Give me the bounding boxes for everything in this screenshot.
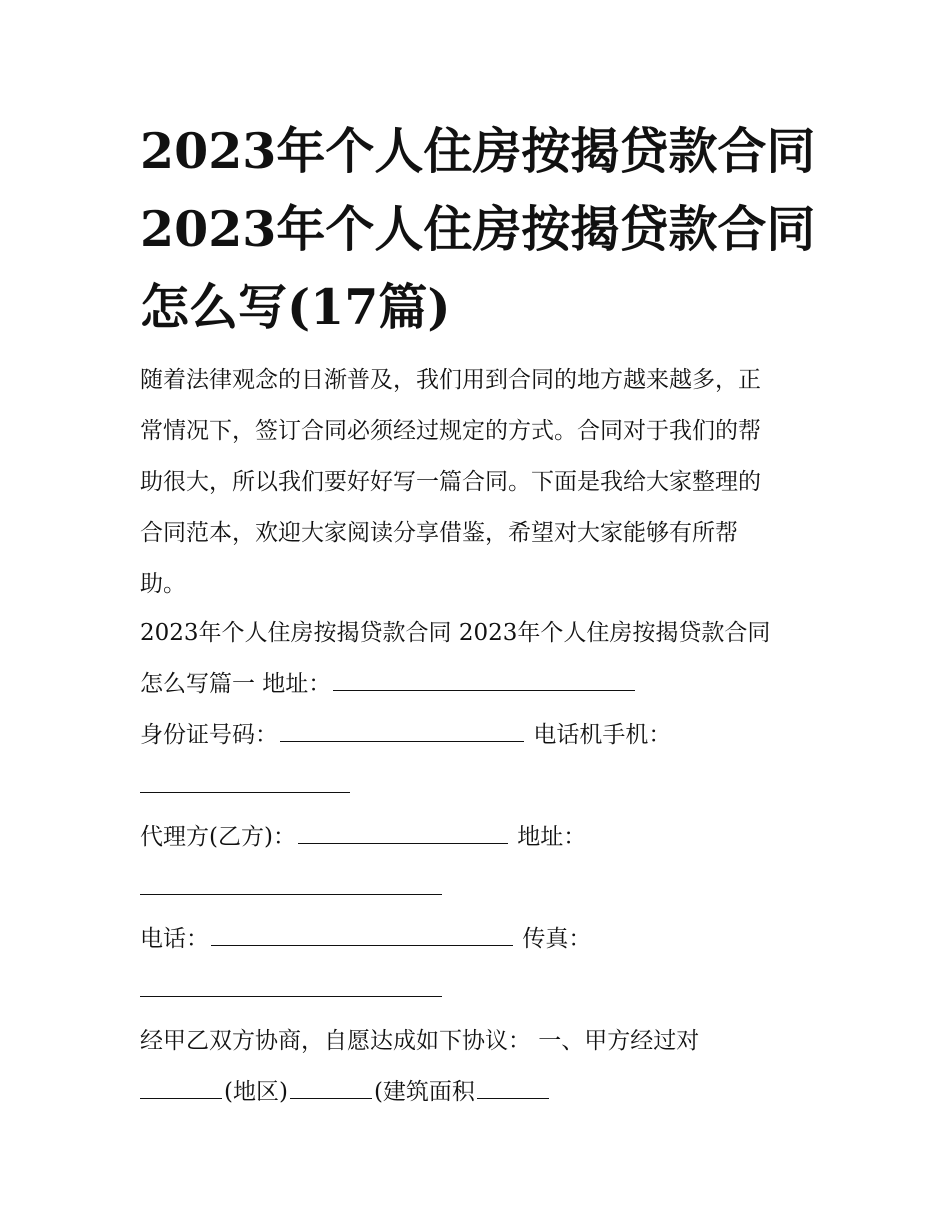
building-area-blank[interactable]	[477, 1076, 549, 1099]
id-number-blank[interactable]	[280, 719, 524, 742]
intro-line-3: 助很大，所以我们要好好写一篇合同。下面是我给大家整理的	[140, 469, 761, 495]
intro-line-1: 随着法律观念的日渐普及，我们用到合同的地方越来越多，正	[140, 367, 761, 393]
fax-blank-row	[140, 965, 820, 1016]
title-line-1: 2023年个人住房按揭贷款合同	[140, 122, 816, 180]
title-line-2: 2023年个人住房按揭贷款合同	[140, 200, 816, 258]
building-area-label: (建筑面积	[373, 1079, 475, 1105]
agent-address-label: 地址：	[517, 824, 587, 850]
document-title	[140, 112, 820, 346]
phone-blank[interactable]	[140, 770, 350, 793]
intro-line-5: 助。	[140, 571, 186, 597]
title-line-3: 怎么写(17篇)	[140, 278, 451, 336]
intro-line-2: 常情况下，签订合同必须经过规定的方式。合同对于我们的帮	[140, 418, 761, 444]
tel-label: 电话：	[140, 926, 209, 952]
contract-form	[140, 608, 820, 1118]
section-heading: 2023年个人住房按揭贷款合同 2023年个人住房按揭贷款合同	[140, 620, 771, 646]
intro-paragraph	[140, 355, 820, 610]
agent-address-blank-row	[140, 863, 820, 914]
region-blank[interactable]	[140, 1076, 222, 1099]
fax-label: 传真：	[522, 926, 592, 952]
building-blank[interactable]	[290, 1076, 372, 1099]
tel-blank[interactable]	[211, 923, 513, 946]
intro-line-4: 合同范本，欢迎大家阅读分享借鉴，希望对大家能够有所帮	[140, 520, 738, 546]
section-heading-cont: 怎么写篇一 地址：	[140, 671, 332, 697]
address-blank[interactable]	[333, 668, 635, 691]
phone-label: 电话机手机：	[533, 722, 672, 748]
agent-row	[140, 812, 820, 863]
phone-blank-row	[140, 761, 820, 812]
tel-fax-row	[140, 914, 820, 965]
area-row	[140, 1067, 820, 1118]
fax-blank[interactable]	[140, 974, 442, 997]
id-label: 身份证号码：	[140, 722, 278, 748]
agent-label: 代理方(乙方)：	[140, 824, 296, 850]
id-phone-row	[140, 710, 820, 761]
agreement-line: 经甲乙双方协商，自愿达成如下协议： 一、甲方经过对	[140, 1028, 700, 1054]
region-label: (地区)	[224, 1079, 288, 1105]
address-row	[140, 659, 820, 710]
agent-name-blank[interactable]	[298, 821, 508, 844]
agent-address-blank[interactable]	[140, 872, 442, 895]
